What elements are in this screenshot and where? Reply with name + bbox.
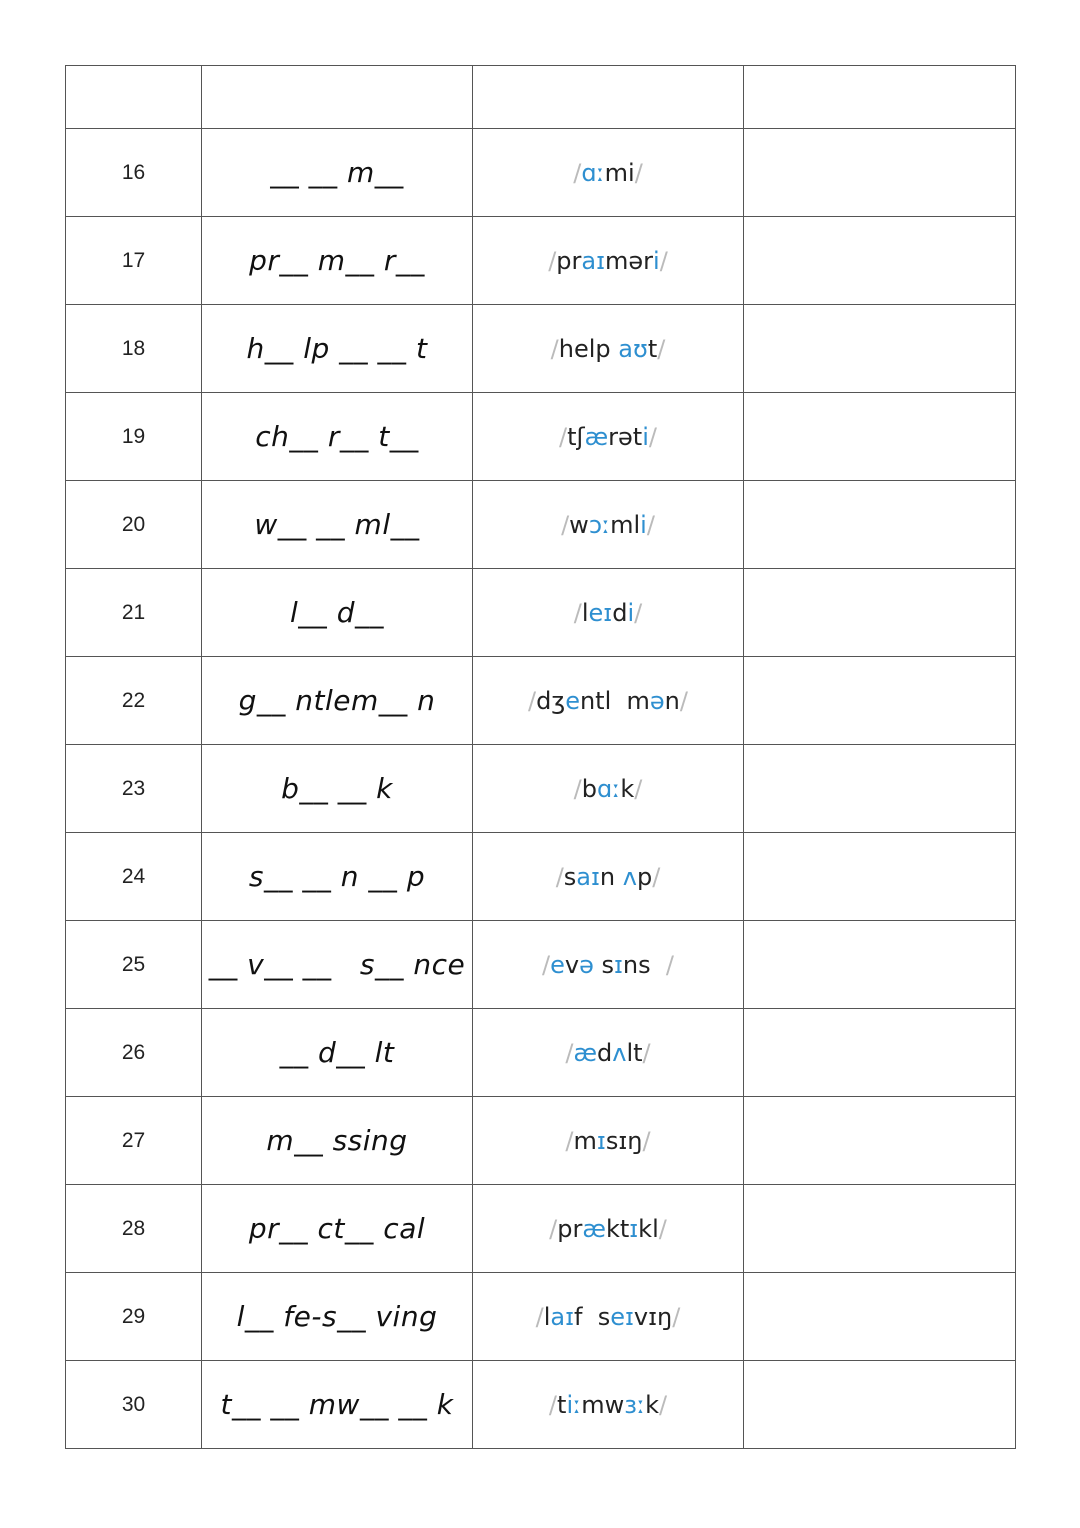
ipa-slash: / <box>555 862 564 891</box>
phonetic-transcription <box>473 745 744 833</box>
row-number: 27 <box>66 1097 202 1185</box>
ipa-segment: ml <box>610 510 641 539</box>
phonetic-transcription <box>473 1009 744 1097</box>
ipa-vowel-highlight: ʌ <box>612 1038 627 1067</box>
ipa-segment: w <box>569 510 589 539</box>
row-number: 28 <box>66 1185 202 1273</box>
ipa-segment: ns <box>622 950 666 979</box>
header-cell-number <box>66 66 202 129</box>
ipa-vowel-highlight: i <box>653 246 660 275</box>
gap-word: g__ ntlem__ n <box>202 657 473 745</box>
table-row <box>66 1097 1016 1185</box>
ipa-segment: l <box>543 1302 551 1331</box>
phonetic-transcription <box>473 921 744 1009</box>
ipa-segment: ntl m <box>579 686 650 715</box>
ipa-segment: kt <box>605 1214 630 1243</box>
ipa-slash: / <box>658 1214 667 1243</box>
ipa-slash: / <box>634 158 643 187</box>
phonetic-transcription <box>473 833 744 921</box>
gap-word: __ d__ lt <box>202 1009 473 1097</box>
ipa-slash: / <box>642 1038 651 1067</box>
answer-cell[interactable] <box>744 745 1016 833</box>
ipa-slash: / <box>665 950 674 979</box>
ipa-segment: n <box>664 686 680 715</box>
table-row <box>66 481 1016 569</box>
ipa-vowel-highlight: i <box>627 598 635 627</box>
table-row <box>66 1185 1016 1273</box>
table-row <box>66 217 1016 305</box>
ipa-segment: mw <box>581 1390 625 1419</box>
ipa-segment: vɪŋ <box>633 1302 673 1331</box>
ipa-segment: pr <box>557 1214 583 1243</box>
ipa-vowel-highlight: i <box>640 510 647 539</box>
row-number: 29 <box>66 1273 202 1361</box>
table-row <box>66 305 1016 393</box>
ipa-segment: tʃ <box>567 422 585 451</box>
ipa-segment: dʒ <box>536 686 566 715</box>
ipa-segment: lt <box>626 1038 643 1067</box>
table-row <box>66 1273 1016 1361</box>
ipa-segment: pr <box>556 246 582 275</box>
ipa-segment: mi <box>604 158 635 187</box>
phonetic-transcription <box>473 129 744 217</box>
gap-word: l__ d__ <box>202 569 473 657</box>
row-number: 16 <box>66 129 202 217</box>
row-number: 22 <box>66 657 202 745</box>
ipa-segment: d <box>597 1038 613 1067</box>
ipa-vowel-highlight: ɜː <box>624 1390 646 1419</box>
ipa-vowel-highlight: æ <box>573 1038 598 1067</box>
table-row <box>66 393 1016 481</box>
answer-cell[interactable] <box>744 569 1016 657</box>
answer-cell[interactable] <box>744 1273 1016 1361</box>
answer-cell[interactable] <box>744 1097 1016 1185</box>
ipa-slash: / <box>542 950 551 979</box>
ipa-vowel-highlight: ɔː <box>588 510 611 539</box>
gap-word: pr__ ct__ cal <box>202 1185 473 1273</box>
table-row <box>66 129 1016 217</box>
header-cell-phonetic <box>473 66 744 129</box>
ipa-slash: / <box>549 1214 558 1243</box>
ipa-slash: / <box>657 334 666 363</box>
ipa-vowel-highlight: ə <box>579 950 594 979</box>
ipa-vowel-highlight: iː <box>566 1390 582 1419</box>
ipa-vowel-highlight: e <box>550 950 565 979</box>
row-number: 30 <box>66 1361 202 1449</box>
ipa-vowel-highlight: aʊ <box>618 334 648 363</box>
ipa-vowel-highlight: ʌ <box>622 862 637 891</box>
ipa-slash: / <box>528 686 537 715</box>
row-number: 26 <box>66 1009 202 1097</box>
table-row <box>66 569 1016 657</box>
answer-cell[interactable] <box>744 129 1016 217</box>
ipa-slash: / <box>573 158 582 187</box>
ipa-slash: / <box>659 246 668 275</box>
row-number: 21 <box>66 569 202 657</box>
ipa-slash: / <box>565 1126 574 1155</box>
ipa-segment: m <box>573 1126 597 1155</box>
answer-cell[interactable] <box>744 481 1016 569</box>
ipa-segment: n <box>599 862 623 891</box>
ipa-segment: kl <box>638 1214 659 1243</box>
ipa-slash: / <box>550 334 559 363</box>
ipa-slash: / <box>658 1390 668 1419</box>
table-row <box>66 1009 1016 1097</box>
row-number: 19 <box>66 393 202 481</box>
table-row <box>66 745 1016 833</box>
table-row <box>66 1361 1016 1449</box>
answer-cell[interactable] <box>744 217 1016 305</box>
phonetic-transcription <box>473 1273 744 1361</box>
ipa-slash: / <box>646 510 655 539</box>
ipa-segment: mər <box>605 246 654 275</box>
header-cell-word <box>202 66 473 129</box>
ipa-slash: / <box>559 422 568 451</box>
ipa-vowel-highlight: eɪ <box>610 1302 634 1331</box>
row-number: 24 <box>66 833 202 921</box>
phonetic-transcription <box>473 393 744 481</box>
ipa-vowel-highlight: aɪ <box>550 1302 575 1331</box>
ipa-segment: s <box>593 950 614 979</box>
header-cell-answer <box>744 66 1016 129</box>
ipa-slash: / <box>535 1302 544 1331</box>
ipa-vowel-highlight: aɪ <box>576 862 600 891</box>
ipa-segment: t <box>647 334 658 363</box>
phonetic-transcription <box>473 481 744 569</box>
gap-word: h__ lp __ __ t <box>202 305 473 393</box>
ipa-segment: l <box>581 598 589 627</box>
ipa-segment: k <box>620 774 635 803</box>
ipa-slash: / <box>561 510 570 539</box>
gap-word: l__ fe-s__ ving <box>202 1273 473 1361</box>
ipa-vowel-highlight: i <box>642 422 649 451</box>
phonetic-transcription <box>473 1097 744 1185</box>
answer-cell[interactable] <box>744 1185 1016 1273</box>
ipa-slash: / <box>672 1302 681 1331</box>
ipa-vowel-highlight: æ <box>584 422 609 451</box>
ipa-segment: v <box>564 950 580 979</box>
ipa-slash: / <box>634 774 643 803</box>
ipa-segment: f s <box>574 1302 611 1331</box>
ipa-segment: k <box>645 1390 659 1419</box>
phonetic-transcription <box>473 305 744 393</box>
ipa-slash: / <box>679 686 688 715</box>
table-row <box>66 921 1016 1009</box>
ipa-slash: / <box>548 1390 558 1419</box>
row-number: 20 <box>66 481 202 569</box>
gap-word: __ __ m__ <box>202 129 473 217</box>
phonetic-transcription <box>473 1361 744 1449</box>
ipa-slash: / <box>573 774 582 803</box>
ipa-vowel-highlight: ɪ <box>613 950 623 979</box>
answer-cell[interactable] <box>744 393 1016 481</box>
phonetic-transcription <box>473 1185 744 1273</box>
ipa-segment: b <box>581 774 597 803</box>
gap-word: b__ __ k <box>202 745 473 833</box>
gap-word: s__ __ n __ p <box>202 833 473 921</box>
ipa-vowel-highlight: e <box>565 686 580 715</box>
ipa-vowel-highlight: eɪ <box>588 598 613 627</box>
row-number: 23 <box>66 745 202 833</box>
gap-word: pr__ m__ r__ <box>202 217 473 305</box>
row-number: 18 <box>66 305 202 393</box>
ipa-slash: / <box>565 1038 574 1067</box>
gap-word: w__ __ ml__ <box>202 481 473 569</box>
ipa-slash: / <box>652 862 661 891</box>
answer-cell[interactable] <box>744 657 1016 745</box>
ipa-slash: / <box>648 422 657 451</box>
answer-cell[interactable] <box>744 833 1016 921</box>
gap-word: m__ ssing <box>202 1097 473 1185</box>
ipa-segment: d <box>612 598 628 627</box>
ipa-vowel-highlight: ɪ <box>629 1214 639 1243</box>
answer-cell[interactable] <box>744 1009 1016 1097</box>
ipa-vowel-highlight: ə <box>649 686 665 715</box>
ipa-slash: / <box>548 246 557 275</box>
table-row <box>66 833 1016 921</box>
table-row <box>66 657 1016 745</box>
header-row <box>66 66 1016 129</box>
ipa-segment: sɪŋ <box>605 1126 643 1155</box>
ipa-slash: / <box>634 598 643 627</box>
ipa-vowel-highlight: ɑː <box>581 158 605 187</box>
ipa-slash: / <box>642 1126 651 1155</box>
answer-cell[interactable] <box>744 305 1016 393</box>
phonetic-transcription <box>473 657 744 745</box>
answer-cell[interactable] <box>744 921 1016 1009</box>
worksheet-table <box>65 65 1016 1449</box>
gap-word: ch__ r__ t__ <box>202 393 473 481</box>
ipa-segment: s <box>563 862 577 891</box>
answer-cell[interactable] <box>744 1361 1016 1449</box>
ipa-vowel-highlight: aɪ <box>581 246 606 275</box>
phonetic-transcription <box>473 569 744 657</box>
gap-word: t__ __ mw__ __ k <box>202 1361 473 1449</box>
row-number: 25 <box>66 921 202 1009</box>
ipa-segment: p <box>636 862 653 891</box>
ipa-segment: t <box>557 1390 567 1419</box>
ipa-segment: help <box>558 334 619 363</box>
row-number: 17 <box>66 217 202 305</box>
phonetic-transcription <box>473 217 744 305</box>
ipa-slash: / <box>573 598 582 627</box>
ipa-vowel-highlight: ɪ <box>596 1126 606 1155</box>
ipa-vowel-highlight: æ <box>582 1214 606 1243</box>
ipa-vowel-highlight: ɑː <box>597 774 621 803</box>
gap-word: __ v__ __ s__ nce <box>202 921 473 1009</box>
ipa-segment: rət <box>608 422 643 451</box>
